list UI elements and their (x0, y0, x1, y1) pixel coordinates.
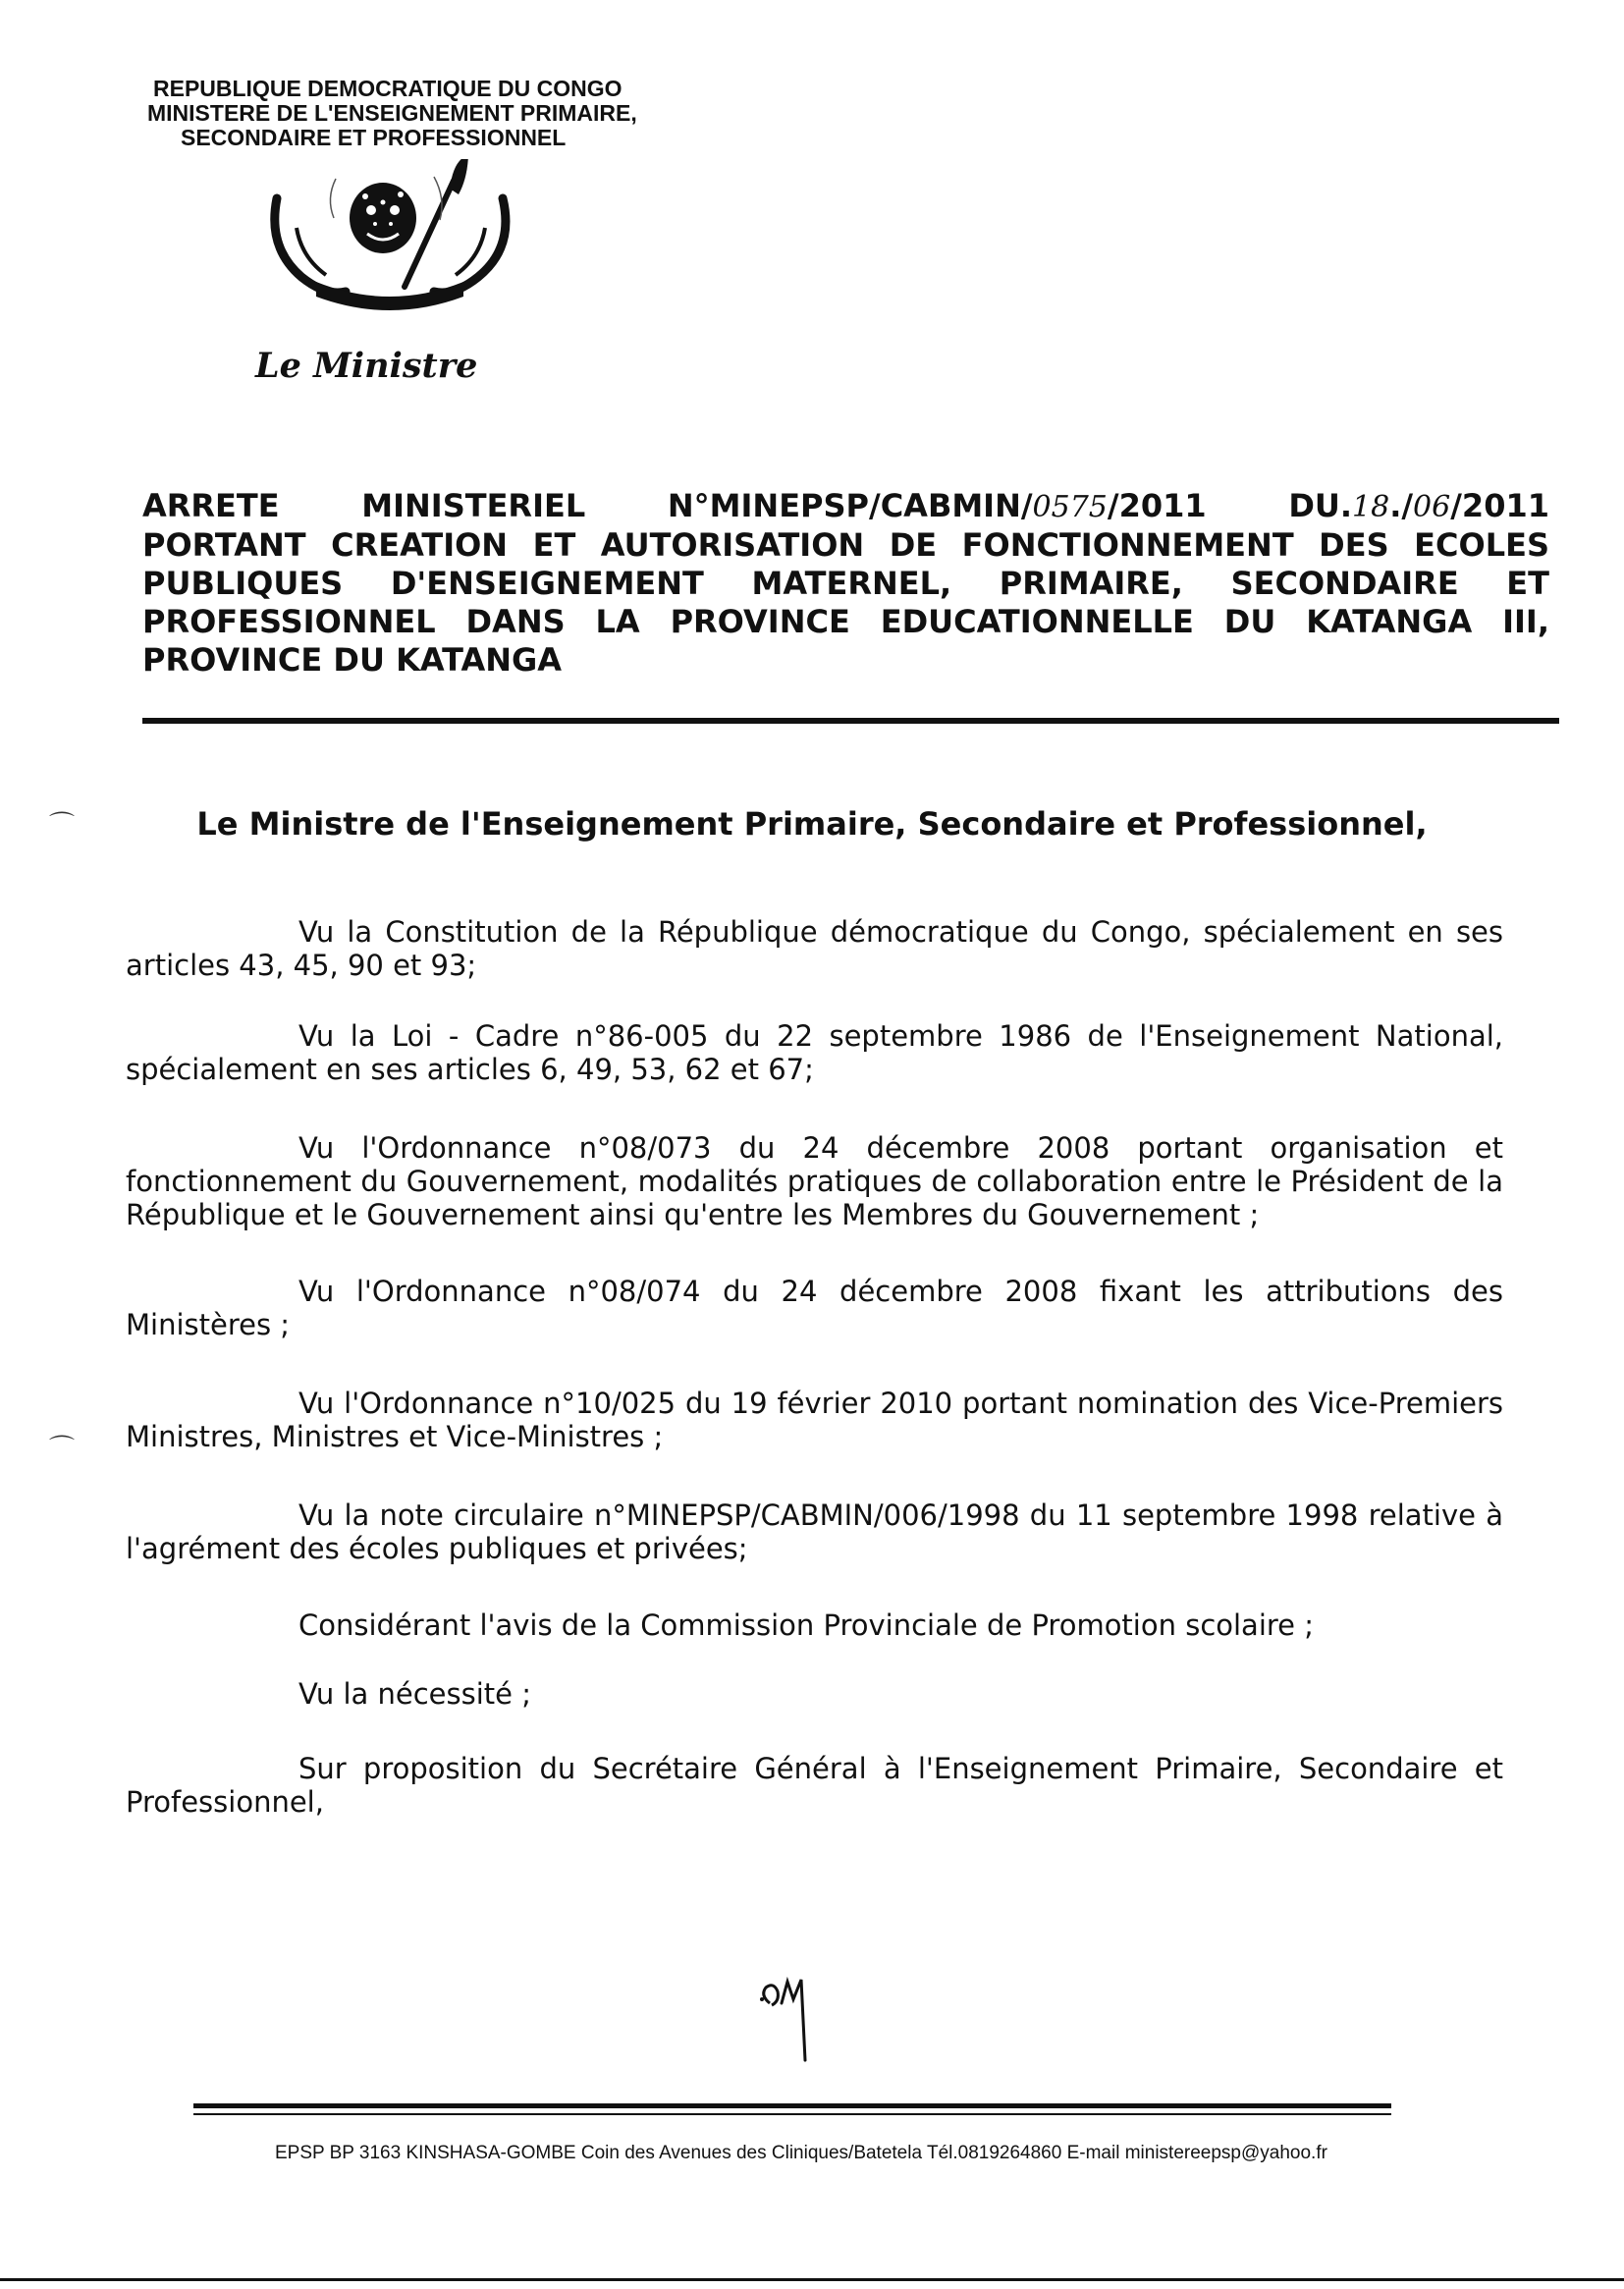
margin-mark: ⌒ (49, 811, 76, 841)
paragraph-text: Vu la note circulaire n°MINEPSP/CABMIN/006/1998 du 11 septembre 1998 relative à l'agrément des écoles publiques et privées; (126, 1499, 1503, 1565)
preamble-paragraph: Vu la nécessité ; (298, 1677, 531, 1711)
arrete-title-line (142, 526, 1549, 565)
arrete-date-suffix: /2011 (1450, 487, 1549, 524)
preamble-paragraph (126, 1019, 1503, 1086)
title-word: MINISTERIEL (361, 487, 586, 524)
title-word: CREATION (331, 526, 509, 564)
arrete-title-line (142, 565, 1549, 603)
letterhead-country: REPUBLIQUE DEMOCRATIQUE DU CONGO (153, 76, 623, 101)
title-word: PROVINCE (670, 603, 850, 640)
title-word: SECONDAIRE (1230, 565, 1459, 602)
title-word: KATANGA (1306, 603, 1473, 640)
preamble-paragraph (126, 1131, 1503, 1231)
footer-divider (193, 2103, 1391, 2108)
arrete-date (1288, 487, 1549, 526)
letterhead-ministry-cont: SECONDAIRE ET PROFESSIONNEL (181, 125, 567, 150)
letterhead (147, 77, 736, 150)
scan-edge-line (0, 2278, 1624, 2281)
title-word: PUBLIQUES (142, 565, 344, 602)
title-word: DES (1319, 526, 1389, 564)
arrete-date-prefix: DU. (1288, 487, 1353, 524)
preamble-paragraph (126, 1499, 1503, 1565)
handwritten-day: 18 (1352, 490, 1390, 524)
arrete-number-suffix: /2011 (1107, 487, 1207, 524)
paragraph-text: Vu l'Ordonnance n°08/073 du 24 décembre 2008 portant organisation et fonctionnement du Gouvernement, modalités pratiques de collaboration entre le Président de la République et le Gouvernement ainsi qu'entre les Membres du Gouvernement ; (126, 1131, 1503, 1231)
margin-mark: ⌒ (49, 1435, 76, 1464)
title-word: MATERNEL, (751, 565, 952, 602)
title-word: III, (1502, 603, 1549, 640)
arrete-title-line: PROVINCE DU KATANGA (142, 641, 563, 679)
footer-address: EPSP BP 3163 KINSHASA-GOMBE Coin des Avenues des Cliniques/Batetela Tél.0819264860 E-mail ministereepsp@yahoo.fr (275, 2143, 1327, 2163)
title-word: D'ENSEIGNEMENT (390, 565, 704, 602)
arrete-date-sep: ./ (1389, 487, 1414, 524)
title-word: PROFESSIONNEL (142, 603, 436, 640)
minister-heading: Le Ministre de l'Enseignement Primaire, Secondaire et Professionnel, (196, 805, 1428, 843)
signatory-title: Le Ministre (255, 346, 478, 386)
title-word: EDUCATIONNELLE (880, 603, 1194, 640)
footer-divider-thin (193, 2113, 1391, 2115)
paragraph-text: Vu la Loi - Cadre n°86-005 du 22 septembre 1986 de l'Enseignement National, spécialement en ses articles 6, 49, 53, 62 et 67; (126, 1019, 1503, 1086)
title-word: DU (1223, 603, 1276, 640)
title-word: LA (595, 603, 640, 640)
title-word: DANS (465, 603, 566, 640)
paragraph-text: Sur proposition du Secrétaire Général à l'Enseignement Primaire, Secondaire et Professionnel, (126, 1752, 1503, 1819)
title-word: ET (532, 526, 576, 564)
title-divider (142, 718, 1559, 724)
arrete-title-line (142, 603, 1549, 641)
title-word: ECOLES (1414, 526, 1549, 564)
preamble-paragraph (126, 1275, 1503, 1341)
paragraph-text: Vu l'Ordonnance n°08/074 du 24 décembre 2008 fixant les attributions des Ministères ; (126, 1275, 1503, 1341)
title-word: DE (889, 526, 938, 564)
arrete-number (668, 487, 1207, 526)
paragraph-text: Vu l'Ordonnance n°10/025 du 19 février 2010 portant nomination des Vice-Premiers Ministres, Ministres et Vice-Ministres ; (126, 1387, 1503, 1453)
title-word: PORTANT (142, 526, 306, 564)
preamble (126, 915, 1503, 1819)
paragraph-text: Vu la Constitution de la République démocratique du Congo, spécialement en ses articles 43, 45, 90 et 93; (126, 915, 1503, 982)
preamble-paragraph (126, 1387, 1503, 1453)
arrete-title-line (142, 487, 1549, 526)
title-word: ARRETE (142, 487, 280, 524)
congo-coat-of-arms-icon (257, 159, 522, 336)
preamble-paragraph: Considérant l'avis de la Commission Provinciale de Promotion scolaire ; (298, 1608, 1315, 1642)
letterhead-ministry: MINISTERE DE L'ENSEIGNEMENT PRIMAIRE, (147, 100, 637, 126)
initials-paraph-icon (756, 1972, 835, 2070)
arrete-title (142, 487, 1549, 680)
title-word: AUTORISATION (600, 526, 865, 564)
handwritten-month: 06 (1413, 490, 1451, 524)
title-word: ET (1506, 565, 1549, 602)
arrete-number-prefix: N°MINEPSP/CABMIN/ (667, 487, 1033, 524)
handwritten-number: 0575 (1032, 490, 1108, 524)
title-word: PRIMAIRE, (999, 565, 1183, 602)
preamble-paragraph (126, 915, 1503, 982)
preamble-paragraph (126, 1752, 1503, 1819)
title-word: FONCTIONNEMENT (961, 526, 1294, 564)
